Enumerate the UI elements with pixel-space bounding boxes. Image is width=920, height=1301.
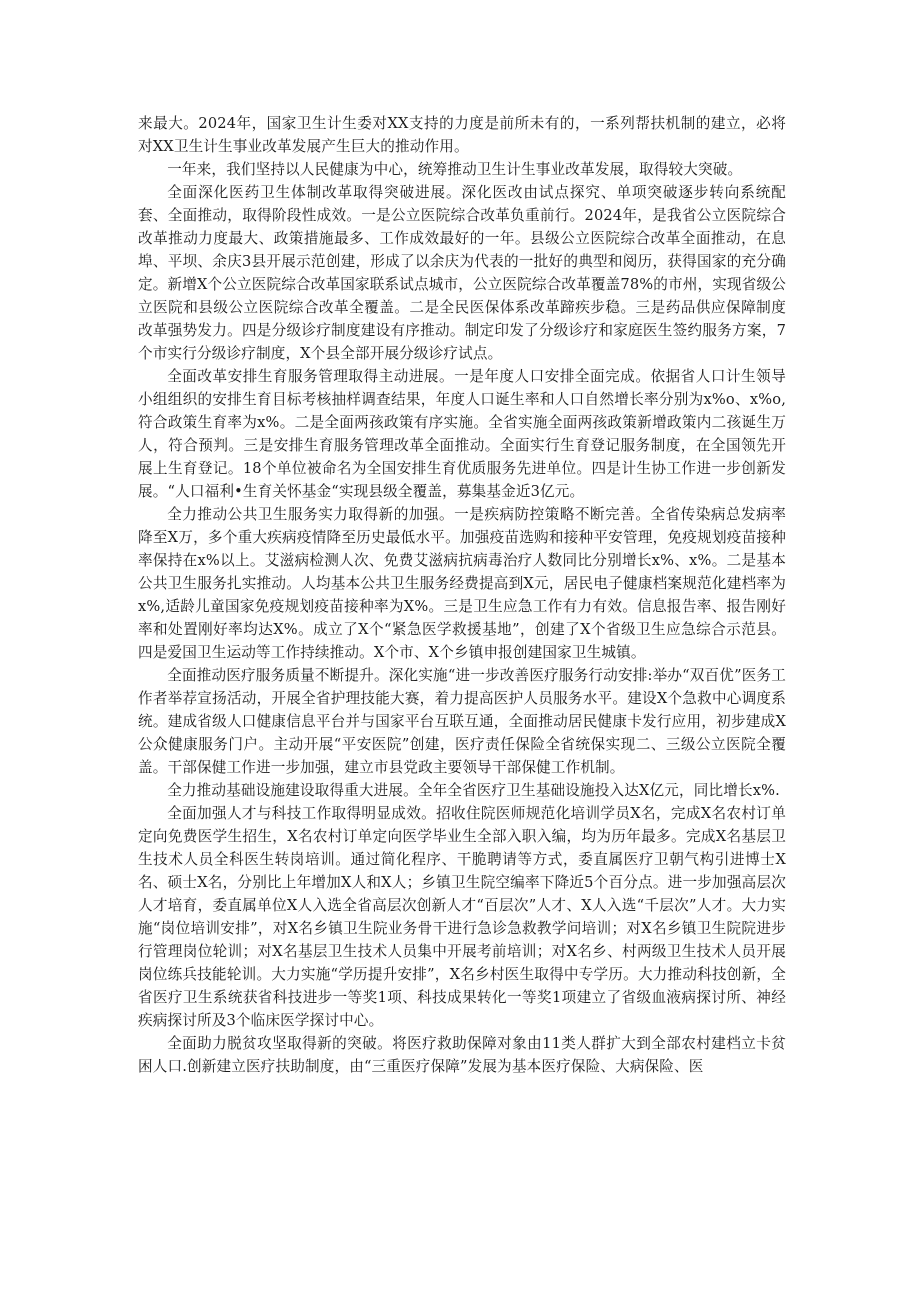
paragraph-3: 全面深化医药卫生体制改革取得突破进展。深化医改由试点探究、单项突破逐步转向系统配套、全面推动，取得阶段性成效。一是公立医院综合改革负重前行。2024年，是我省公立医院综合改革推动力度最大、政策措施最多、工作成效最好的一年。县级公立医院综合改革全面推动，在息埠、平坝、余庆3县开展示范创建，形成了以余庆为代表的一批好的典型和阅历，获得国家的充分确定。新增X个公立医院综合改革国家联系试点城市，公立医院综合改革覆盖78%的市州，实现省级公立医院和县级公立医院综合改革全覆盖。二是全民医保体系改革蹄疾步稳。三是药品供应保障制度改革强势发力。四是分级诊疗制度建设有序推动。制定印发了分级诊疗和家庭医生签约服务方案，7个市实行分级诊疗制度，X个县全部开展分级诊疗试点。: [138, 184, 786, 362]
paragraph-1: 来最大。2024年，国家卫生计生委对XX支持的力度是前所未有的，一系列帮扶机制的建立，必将对XX卫生计生事业改革发展产生巨大的推动作用。: [138, 115, 786, 155]
paragraph-4: 全面改革安排生育服务管理取得主动进展。一是年度人口安排全面完成。依据省人口计生领导小组组织的安排生育目标考核抽样调查结果，年度人口诞生率和人口自然增长率分别为x%o、x%o,符合政策生育率为x%。二是全面两孩政策有序实施。全省实施全面两孩政策新增政策内二孩诞生万人，符合预判。三是安排生育服务管理改革全面推动。全面实行生育登记服务制度，在全国领先开展上生育登记。18个单位被命名为全国安排生育优质服务先进单位。四是计生协工作进一步创新发展。“人口福利•生育关怀基金“实现县级全覆盖，募集基金近3亿元。: [138, 368, 786, 500]
paragraph-6: 全面推动医疗服务质量不断提升。深化实施“进一步改善医疗服务行动安排:举办“双百优”医务工作者举荐宣扬活动，开展全省护理技能大赛，着力提高医护人员服务水平。建设X个急救中心调度系统。建成省级人口健康信息平台并与国家平台互联互通，全面推动居民健康卡发行应用，初步建成X公众健康服务门户。主动开展“平安医院”创建，医疗责任保险全省统保实现二、三级公立医院全覆盖。干部保健工作进一步加强，建立市县党政主要领导干部保健工作机制。: [138, 667, 786, 776]
paragraph-9: 全面助力脱贫攻坚取得新的突破。将医疗救助保障对象由11类人群扩大到全部农村建档立卡贫困人口.创新建立医疗扶助制度，由“三重医疗保障”发展为基本医疗保险、大病保险、医: [138, 1035, 786, 1075]
paragraph-8: 全面加强人才与科技工作取得明显成效。招收住院医师规范化培训学员X名，完成X名农村订单定向免费医学生招生，X名农村订单定向医学毕业生全部入职入编，均为历年最多。完成X名基层卫生技术人员全科医生转岗培训。通过简化程序、干脆聘请等方式，委直属医疗卫朝气构引进博士X名、硕士X名，分别比上年增加X人和X人；乡镇卫生院空编率下降近5个百分点。进一步加强高层次人才培育，委直属单位X人入选全省高层次创新人才“百层次”人才、X人入选“千层次”人才。大力实施“岗位培训安排”，对X名乡镇卫生院业务骨干进行急诊急救教学问培训；对X名乡镇卫生院院进步行管理岗位轮训；对X名基层卫生技术人员集中开展考前培训；对X名乡、村两级卫生技术人员开展岗位练兵技能轮训。大力实施“学历提升安排”，X名乡村医生取得中专学历。大力推动科技创新，全省医疗卫生系统获省科技进步一等奖1项、科技成果转化一等奖1项建立了省级血液病探讨所、神经疾病探讨所及3个临床医学探讨中心。: [138, 805, 786, 1029]
paragraph-7: 全力推动基础设施建设取得重大进展。全年全省医疗卫生基础设施投入达X亿元，同比增长x%.: [167, 782, 780, 799]
paragraph-5: 全力推动公共卫生服务实力取得新的加强。一是疾病防控策略不断完善。全省传染病总发病率降至X万，多个重大疾病疫情降至历史最低水平。加强疫苗选购和接种平安管理，免疫规划疫苗接种率保持在x%以上。艾滋病检测人次、免费艾滋病抗病毒治疗人数同比分别增长x%、x%。二是基本公共卫生服务扎实推动。人均基本公共卫生服务经费提高到X元，居民电子健康档案规范化建档率为x%,适龄儿童国家免疫规划疫苗接种率为X%。三是卫生应急工作有力有效。信息报告率、报告刚好率和处置刚好率均达X%。成立了X个“紧急医学救援基地”，创建了X个省级卫生应急综合示范县。四是爱国卫生运动等工作持续推动。X个市、X个乡镇申报创建国家卫生城镇。: [138, 506, 786, 661]
document-body: [138, 112, 786, 1078]
paragraph-2: 一年来，我们坚持以人民健康为中心，统筹推动卫生计生事业改革发展，取得较大突破。: [167, 161, 743, 178]
